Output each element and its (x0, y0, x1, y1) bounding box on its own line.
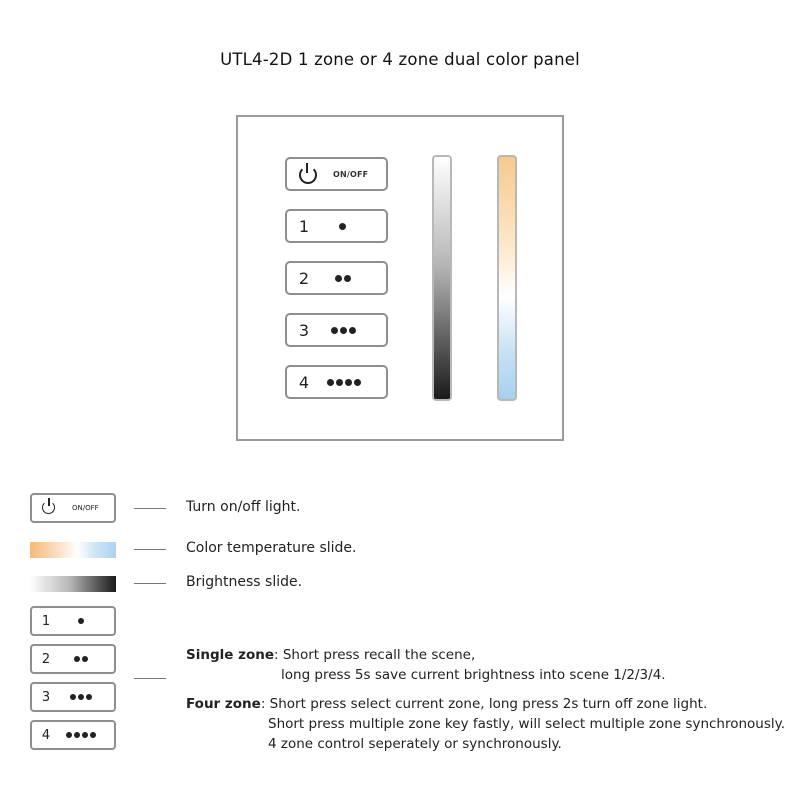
legend-onoff-button (30, 493, 116, 523)
leader-line (134, 583, 166, 584)
onoff-button[interactable] (285, 157, 388, 191)
zone-dots (335, 275, 351, 282)
wall-panel (236, 115, 564, 441)
onoff-label: ON/OFF (333, 169, 369, 179)
zone-dots (78, 618, 84, 624)
single-zone-line-2: long press 5s save current brightness into scene 1/2/3/4. (281, 667, 666, 683)
onoff-description: Turn on/off light. (186, 499, 301, 515)
zone-dots (66, 732, 96, 738)
four-zone-description (186, 694, 785, 754)
leader-line (134, 549, 166, 550)
zone-dots (74, 656, 88, 662)
single-zone-heading: Single zone (186, 647, 275, 663)
zone-1-button[interactable] (285, 209, 388, 243)
brightness-description: Brightness slide. (186, 574, 303, 590)
power-icon (42, 500, 58, 516)
four-zone-line-2: Short press multiple zone key fastly, will select multiple zone synchronously. (268, 716, 786, 732)
cct-description: Color temperature slide. (186, 540, 357, 556)
power-icon (299, 165, 317, 183)
legend-color-temperature-bar (30, 542, 116, 558)
zone-dots (331, 327, 356, 334)
legend-zone-3-button (30, 682, 116, 712)
single-zone-description (186, 645, 666, 685)
zone-3-button[interactable] (285, 313, 388, 347)
zone-number: 3 (41, 689, 51, 705)
zone-number: 3 (298, 320, 310, 340)
brightness-slider[interactable] (432, 155, 452, 401)
zone-number: 4 (41, 727, 51, 743)
legend-zone-2-button (30, 644, 116, 674)
zone-2-button[interactable] (285, 261, 388, 295)
zone-dots (327, 379, 361, 386)
zone-dots (339, 223, 346, 230)
color-temperature-slider[interactable] (497, 155, 517, 401)
legend-brightness-bar (30, 576, 116, 592)
single-zone-line-1: : Short press recall the scene, (274, 647, 476, 663)
zone-number: 2 (298, 268, 310, 288)
legend-zone-1-button (30, 606, 116, 636)
zone-number: 2 (41, 651, 51, 667)
zone-number: 1 (298, 216, 310, 236)
zone-dots (70, 694, 92, 700)
zone-number: 4 (298, 372, 310, 392)
onoff-label: ON/OFF (72, 504, 99, 512)
diagram-title: UTL4-2D 1 zone or 4 zone dual color panel (220, 50, 580, 69)
legend-zone-4-button (30, 720, 116, 750)
four-zone-line-3: 4 zone control seperately or synchronously. (268, 736, 562, 752)
four-zone-heading: Four zone (186, 696, 261, 712)
zone-number: 1 (41, 613, 51, 629)
zone-4-button[interactable] (285, 365, 388, 399)
four-zone-line-1: : Short press select current zone, long press 2s turn off zone light. (260, 696, 708, 712)
leader-line (134, 508, 166, 509)
leader-line (134, 678, 166, 679)
